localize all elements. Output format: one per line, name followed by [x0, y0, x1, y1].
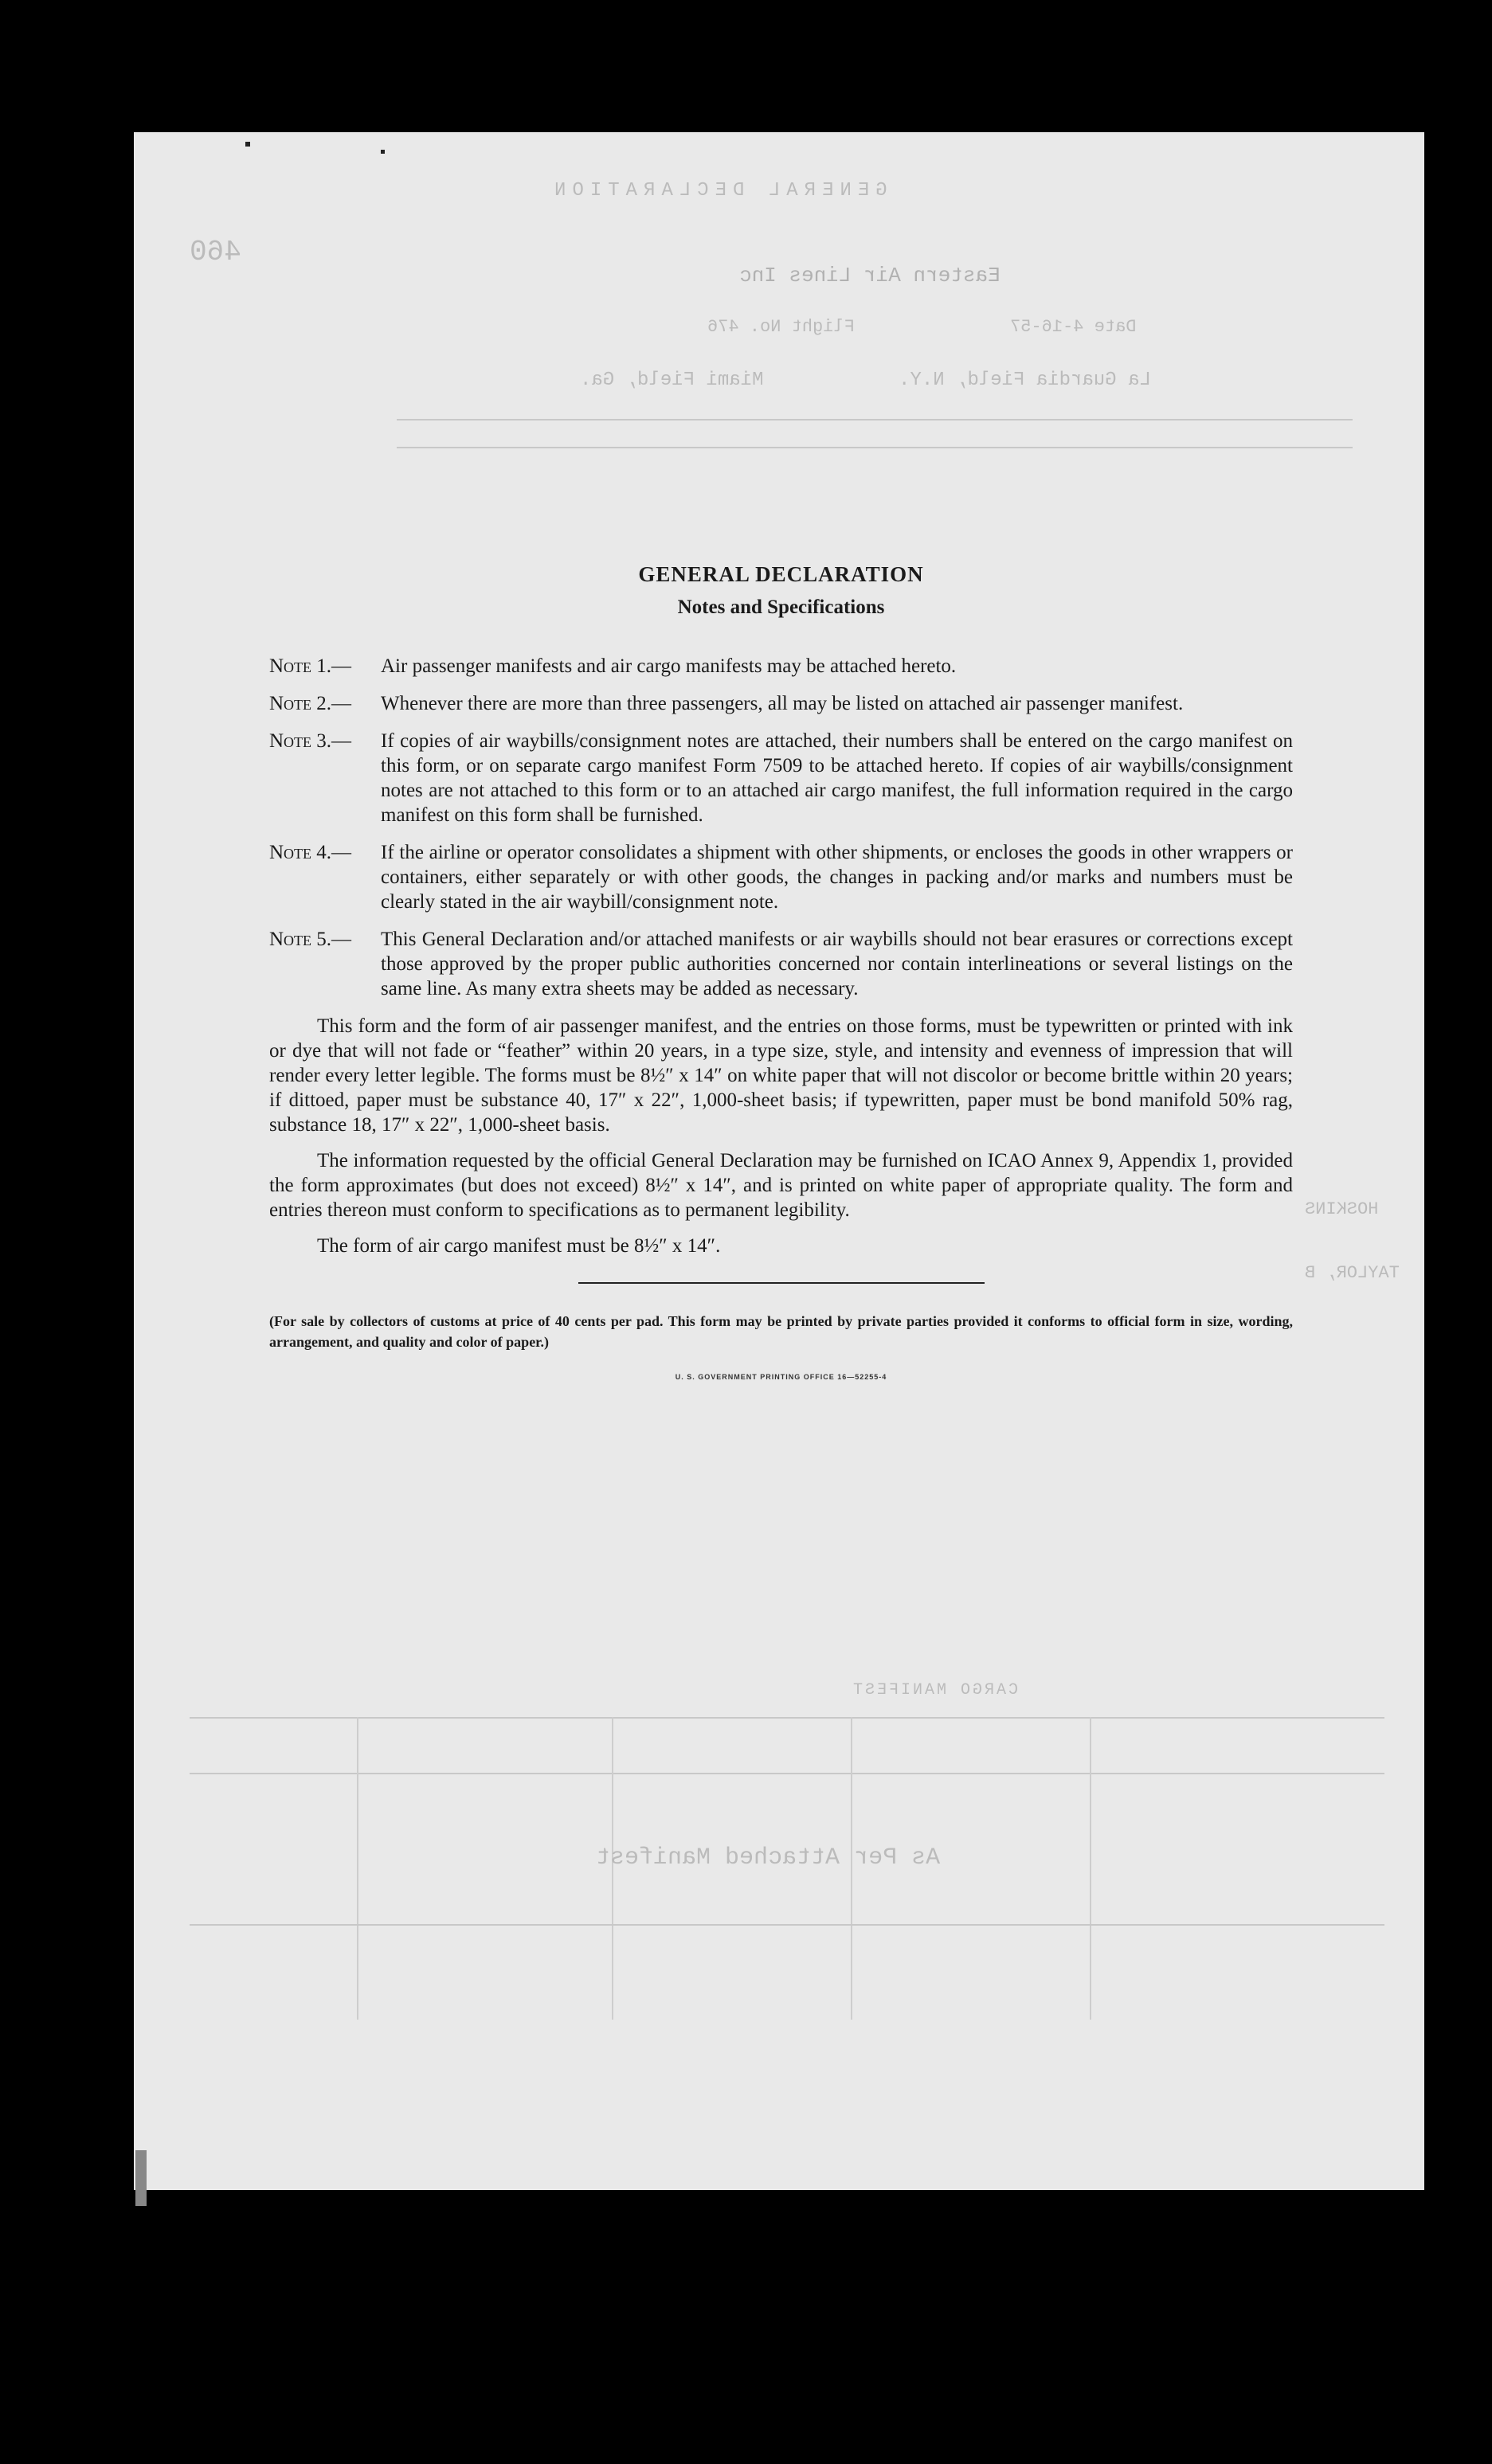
ghost-number-stamp: 460	[190, 236, 241, 268]
ghost-cargo-col-4	[1090, 1717, 1091, 2020]
ghost-cargo-col-1	[357, 1717, 358, 2020]
note-4-label: Note	[269, 842, 312, 863]
paragraph-icao-annex: The information requested by the official General Declaration may be furnished on ICAO Annex 9, Appendix 1, provided the form approximates (but does not exceed) 8½″ x 14″, and is printed on white paper of appropriate quality. The form and entries thereon must conform to specifications as to permanent legibility.	[269, 1150, 1293, 1221]
declaration-notes	[269, 562, 1293, 1381]
note-4-text: If the airline or operator consolidates a shipment with other shipments, or encloses the goods in other wrappers or containers, either separately or with other goods, the changes in packing and/or marks and numbers must be clearly stated in the air waybill/consignment note.	[381, 842, 1293, 913]
note-5-number: 5.	[316, 929, 332, 950]
ghost-crew-2: TAYLOR, B	[1305, 1263, 1400, 1283]
paragraph-form-requirements: This form and the form of air passenger manifest, and the entries on those forms, must be typewritten or printed with ink or dye that will not fade or “feather” within 20 years, in a type size, style, and intensity and evenness of impression that will render every letter legible. The forms must be 8½″ x 14″ on white paper that will not discolor or become brittle within 20 years; if dittoed, paper must be substance 40, 17″ x 22″, 1,000-sheet basis; if typewritten, paper must be bond manifold 50% rag, substance 18, 17″ x 22″, 1,000-sheet basis.	[269, 1015, 1293, 1136]
note-3-label: Note	[269, 730, 312, 752]
note-3-text: If copies of air waybills/consignment notes are attached, their numbers shall be entered on the cargo manifest on this form, or on separate cargo manifest Form 7509 to be attached hereto. If copies of air waybills/consignment notes are not attached to this form or to an attached air cargo manifest, the full information required in the cargo manifest on this form shall be furnished.	[381, 730, 1293, 826]
scan-speck	[245, 142, 250, 147]
scan-edge-shadow	[135, 2150, 147, 2206]
note-5	[269, 927, 1293, 1001]
ghost-flight: Flight No. 476	[707, 317, 855, 337]
ghost-rule-2	[397, 447, 1353, 448]
printer-imprint: U. S. GOVERNMENT PRINTING OFFICE 16—52255-4	[675, 1373, 887, 1381]
divider-rule	[578, 1282, 985, 1284]
note-2	[269, 691, 1293, 716]
note-2-text: Whenever there are more than three passengers, all may be listed on attached air passenger manifest.	[381, 693, 1184, 714]
note-4	[269, 840, 1293, 914]
ghost-cargo-rule-top	[190, 1717, 1384, 1719]
note-1-text: Air passenger manifests and air cargo manifests may be attached hereto.	[381, 655, 957, 677]
note-2-head: Note 2.—	[269, 693, 352, 714]
note-5-head: Note 5.—	[269, 929, 352, 950]
note-2-number: 2.	[316, 693, 332, 714]
ghost-header: GENERAL DECLARATION	[548, 180, 887, 201]
ghost-manifest-note: As Per Attached Manifest	[596, 1844, 941, 1871]
ghost-rule-1	[397, 419, 1353, 420]
ghost-arrival: La Guardia Field, N.Y.	[899, 370, 1151, 391]
note-1-head: Note 1.—	[269, 655, 352, 677]
ghost-owner: Eastern Air Lines Inc	[739, 264, 1001, 287]
ghost-cargo-title: CARGO MANIFEST	[851, 1681, 1019, 1699]
page-subtitle: Notes and Specifications	[677, 596, 885, 618]
paragraph-cargo-manifest-size: The form of air cargo manifest must be 8½″ x 14″.	[317, 1235, 721, 1257]
note-5-text: This General Declaration and/or attached manifests or air waybills should not bear erasures or corrections except those approved by the proper public authorities concerned nor contain interlineations or several listings on the same line. As many extra sheets may be added as necessary.	[381, 929, 1293, 999]
note-3-head: Note 3.—	[269, 730, 352, 752]
note-1-number: 1.	[316, 655, 332, 677]
ghost-departure: Miami Field, Ga.	[580, 370, 764, 391]
scanned-page	[134, 132, 1424, 2190]
ghost-crew-1: HOSKINS	[1305, 1199, 1379, 1219]
note-3	[269, 729, 1293, 827]
note-1	[269, 654, 1293, 679]
ghost-declaration-rule	[190, 1924, 1384, 1926]
ghost-cargo-rule-head	[190, 1773, 1384, 1774]
note-4-head: Note 4.—	[269, 842, 352, 863]
note-3-number: 3.	[316, 730, 332, 752]
note-1-label: Note	[269, 655, 312, 677]
page-title: GENERAL DECLARATION	[638, 562, 924, 586]
note-4-number: 4.	[316, 842, 332, 863]
sale-notice: (For sale by collectors of customs at price of 40 cents per pad. This form may be printed by private parties provided it conforms to official form in size, wording, arrangement, and quality and color of paper.)	[269, 1313, 1293, 1350]
scan-speck	[381, 150, 385, 154]
note-2-label: Note	[269, 693, 312, 714]
ghost-date: Date 4-16-57	[1010, 317, 1137, 337]
note-5-label: Note	[269, 929, 312, 950]
